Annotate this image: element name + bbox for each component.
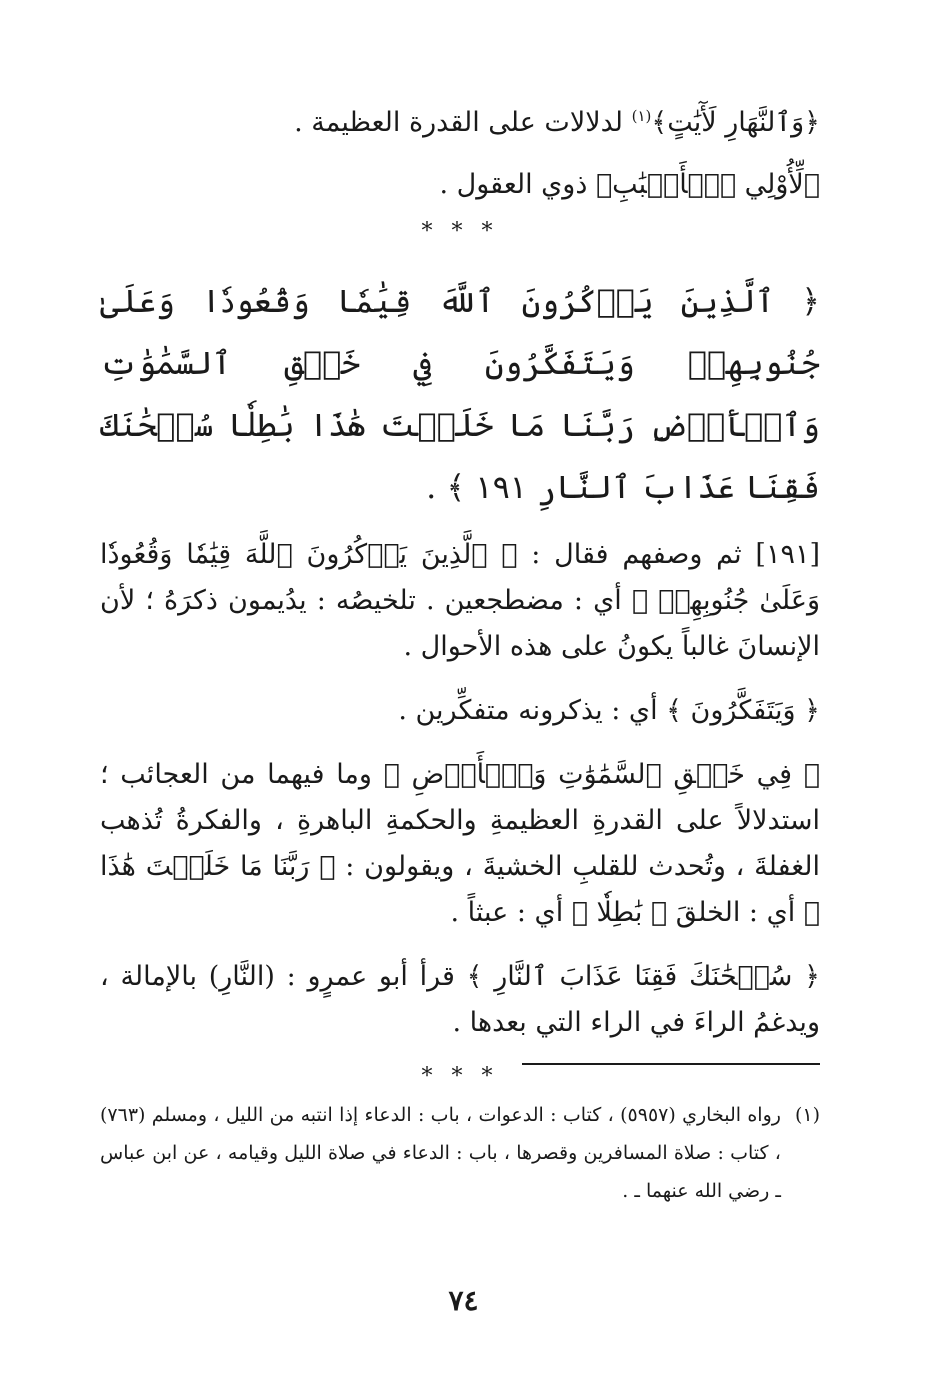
text-line-2: ﴿لِّأُوْلِي ٱلۡأَلۡبَٰبِ﴾ ذوي العقول . [439, 169, 820, 200]
text-line-1 [100, 96, 820, 143]
footnote-text: رواه البخاري (٥٩٥٧) ، كتاب : الدعوات ، باب : الدعاء إذا انتبه من الليل ، ومسلم (٧٦٣) ، كتاب : صلاة المسافرين وقصرها ، باب : الدعاء في صلاة الليل وقيامه ، عن ابن عباس ـ رضي الله عنهما ـ . [100, 1104, 781, 1202]
section-separator: * * * [421, 219, 499, 244]
commentary-paragraph: ﴿ سُبۡحَٰنَكَ فَقِنَا عَذَابَ ٱلنَّارِ ﴾ قرأ أبو عمرٍو : (النَّارِ) بالإمالة ، ويدغمُ الراءَ في الراء التي بعدها . [100, 961, 820, 1038]
commentary-paragraph: ﴿ وَيَتَفَكَّرُونَ ﴾ أي : يذكرونه متفكِّرين . [398, 695, 820, 726]
footnote-divider [522, 1063, 820, 1065]
quran-fragment: ﴿وَٱلنَّهَارِ لَأٓيَٰتٍ﴾ [651, 107, 820, 138]
section-separator: * * * [421, 1064, 499, 1089]
explanation: لدلالات على القدرة العظيمة . [294, 107, 632, 138]
footnote [100, 1096, 820, 1210]
page-body [100, 96, 820, 1115]
commentary-paragraph: [١٩١] ثم وصفهم فقال : ﴿ ٱلَّذِينَ يَذۡكُرُونَ ٱللَّهَ قِيَٰمٗا وَقُعُودٗا وَعَلَىٰ جُنُوبِهِمۡ ﴾ أي : مضطجعين . تلخيصُه : يدُيمون ذكرَهُ ؛ لأن الإنسانَ غالباً يكونُ على هذه الأحوال . [100, 539, 820, 662]
footnotes [100, 1096, 820, 1210]
footnote-ref: (١) [631, 107, 652, 125]
quran-verse: ﴿ ٱلَّذِينَ يَذۡكُرُونَ ٱللَّهَ قِيَٰمٗا وَقُعُودٗا وَعَلَىٰ جُنُوبِهِمۡ وَيَتَفَكَّرُونَ فِي خَلۡقِ ٱلسَّمَٰوَٰتِ وَٱلۡأَرۡضِ رَبَّنَا مَا خَلَقۡتَ هَٰذَا بَٰطِلٗا سُبۡحَٰنَكَ فَقِنَا عَذَابَ ٱلنَّارِ ١٩١ ﴾ . [100, 282, 820, 506]
footnote-number: (١) [794, 1104, 820, 1126]
page-number: ٧٤ [448, 1284, 479, 1317]
commentary-paragraph: ﴿ فِي خَلۡقِ ٱلسَّمَٰوَٰتِ وَٱلۡأَرۡضِ ﴾ وما فيهما من العجائب ؛ استدلالاً على القدرةِ العظيمةِ والحكمةِ الباهرةِ ، والفكرةُ تُذهب الغفلةَ ، وتُحدث للقلبِ الخشيةَ ، ويقولون : ﴿ رَبَّنَا مَا خَلَقۡتَ هَٰذَا ﴾ أي : الخلقَ ﴿ بَٰطِلٗا ﴾ أي : عبثاً . [100, 759, 820, 928]
